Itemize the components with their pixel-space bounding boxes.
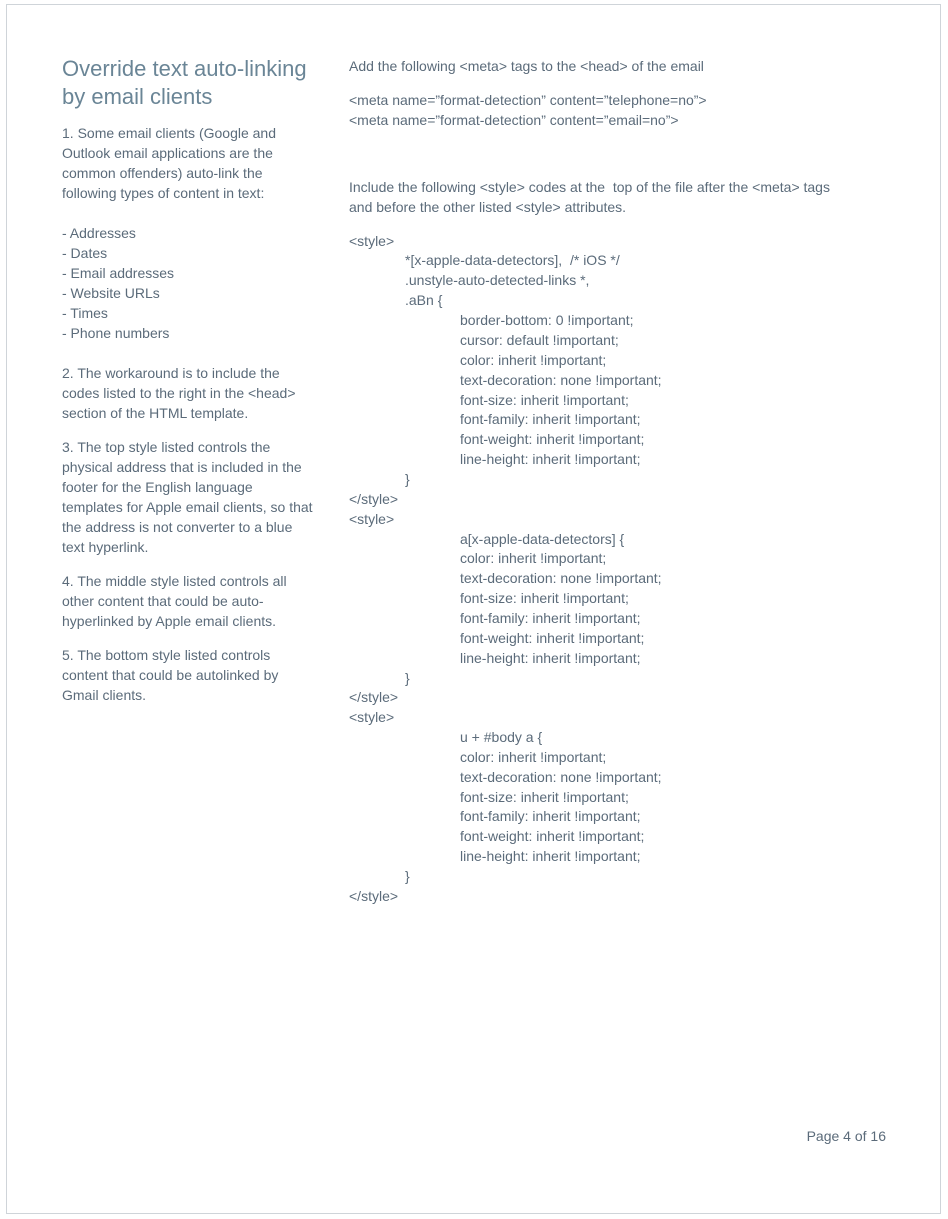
code-line: </style> xyxy=(349,491,399,507)
code-line: </style> xyxy=(349,888,399,904)
code-line: font-weight: inherit !important; xyxy=(460,828,645,844)
code-line: <style> xyxy=(349,233,395,249)
intro-paragraph: 1. Some email clients (Google and Outlook email applications are the common offenders) auto-link the following types of content in text: xyxy=(62,125,276,201)
left-column xyxy=(62,55,317,705)
code-line: .aBn { xyxy=(405,292,443,308)
code-line: font-family: inherit !important; xyxy=(460,808,641,824)
code-line: text-decoration: none !important; xyxy=(460,372,662,388)
middle-style-paragraph: 4. The middle style listed controls all other content that could be auto-hyperlinked by Apple email clients. xyxy=(62,573,287,629)
list-item: - Phone numbers xyxy=(62,325,170,341)
style-intro-line-2: and before the other listed <style> attributes. xyxy=(349,199,627,215)
code-line: color: inherit !important; xyxy=(460,749,607,765)
top-style-paragraph: 3. The top style listed controls the physical address that is included in the footer for the English language templates for Apple email clients, so that the address is not converter to a blue text hyperlink. xyxy=(62,439,313,555)
code-line: a[x-apple-data-detectors] { xyxy=(460,531,625,547)
code-line: cursor: default !important; xyxy=(460,332,619,348)
meta-intro-text: Add the following <meta> tags to the <head> of the email xyxy=(349,58,704,74)
workaround-paragraph: 2. The workaround is to include the codes listed to the right in the <head> section of the HTML template. xyxy=(62,365,296,421)
code-line: line-height: inherit !important; xyxy=(460,451,641,467)
meta-tag-telephone: <meta name=”format-detection” content=”telephone=no”> xyxy=(349,92,707,108)
code-line: font-family: inherit !important; xyxy=(460,411,641,427)
list-item: - Email addresses xyxy=(62,265,175,281)
code-line: font-family: inherit !important; xyxy=(460,610,641,626)
list-item: - Addresses xyxy=(62,225,136,241)
code-line: } xyxy=(405,868,410,884)
code-line: u + #body a { xyxy=(460,729,543,745)
code-line: font-size: inherit !important; xyxy=(460,789,629,805)
list-item: - Times xyxy=(62,305,108,321)
code-line: <style> xyxy=(349,709,395,725)
page-number: Page 4 of 16 xyxy=(806,1128,886,1144)
code-line: border-bottom: 0 !important; xyxy=(460,312,634,328)
code-line: text-decoration: none !important; xyxy=(460,769,662,785)
code-line: color: inherit !important; xyxy=(460,352,607,368)
code-line: text-decoration: none !important; xyxy=(460,570,662,586)
code-line: </style> xyxy=(349,689,399,705)
code-line: font-weight: inherit !important; xyxy=(460,630,645,646)
code-line: .unstyle-auto-detected-links *, xyxy=(405,272,590,288)
style-intro-line-1: Include the following <style> codes at the top of the file after the <meta> tags xyxy=(349,179,830,195)
code-line: <style> xyxy=(349,511,395,527)
code-line: line-height: inherit !important; xyxy=(460,848,641,864)
code-line: *[x-apple-data-detectors], /* iOS */ xyxy=(405,252,620,268)
code-line: font-size: inherit !important; xyxy=(460,392,629,408)
meta-tag-email: <meta name=”format-detection” content=”email=no”> xyxy=(349,112,679,128)
code-line: } xyxy=(405,471,410,487)
code-line: font-size: inherit !important; xyxy=(460,590,629,606)
bottom-style-paragraph: 5. The bottom style listed controls content that could be autolinked by Gmail clients. xyxy=(62,647,279,703)
page-title: Override text auto-linking by email clients xyxy=(62,56,307,109)
autolink-types-list xyxy=(62,223,317,343)
code-line: font-weight: inherit !important; xyxy=(460,431,645,447)
code-line: color: inherit !important; xyxy=(460,550,607,566)
list-item: - Dates xyxy=(62,245,108,261)
code-line: } xyxy=(405,670,410,686)
code-line: line-height: inherit !important; xyxy=(460,650,641,666)
list-item: - Website URLs xyxy=(62,285,160,301)
